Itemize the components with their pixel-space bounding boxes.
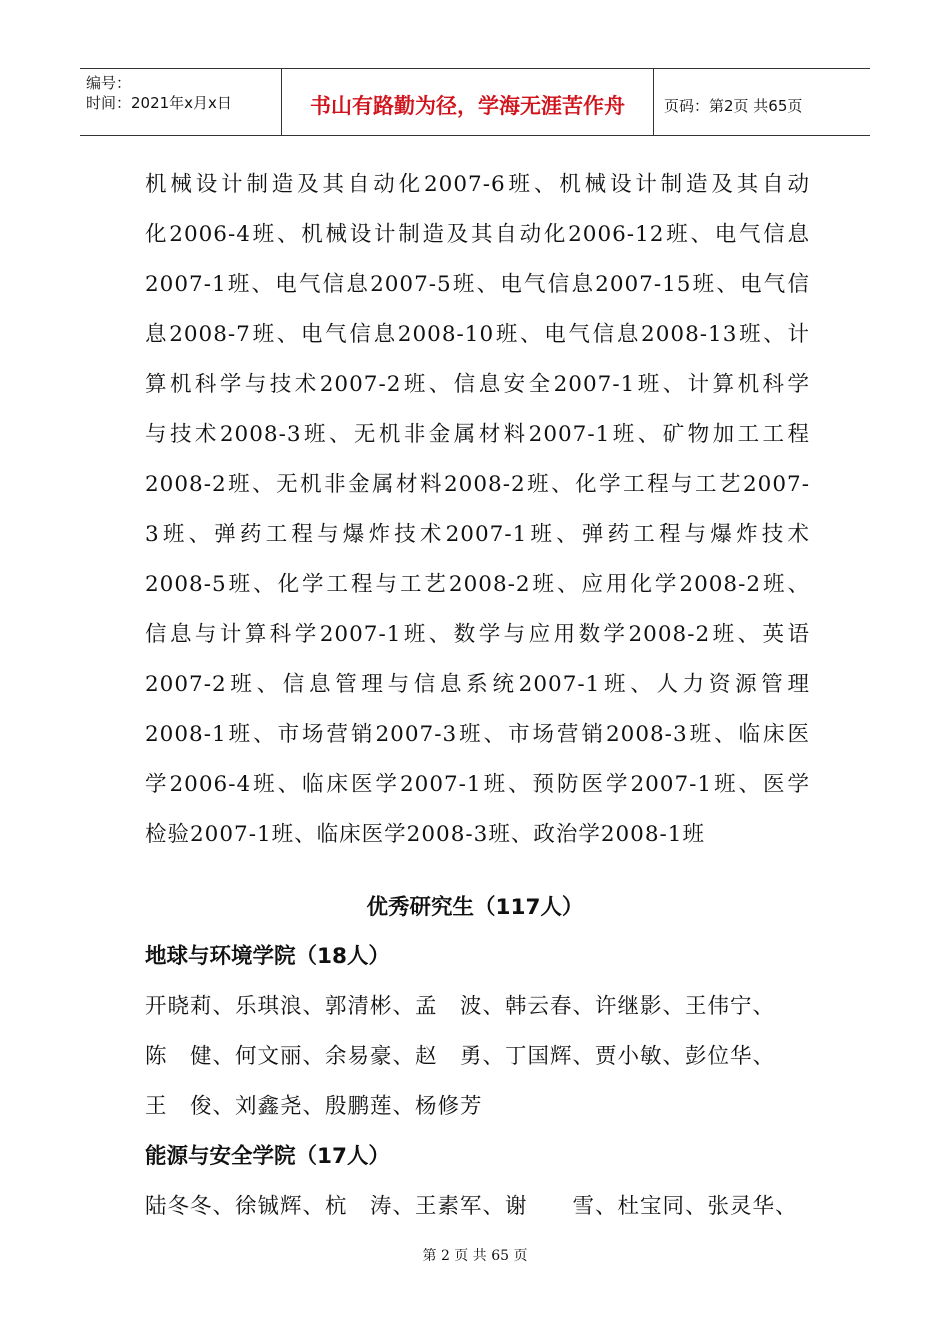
paragraph-line: 2007-1班、电气信息2007-5班、电气信息2007-15班、电气信 — [145, 272, 810, 297]
paragraph-line: 算机科学与技术2007-2班、信息安全2007-1班、计算机科学 — [145, 372, 810, 397]
header-motto: 书山有路勤为径，学海无涯苦作舟 — [282, 69, 654, 135]
header-meta — [80, 69, 282, 135]
paragraph-line: 检验2007-1班、临床医学2008-3班、政治学2008-1班 — [145, 822, 705, 847]
document-number-label: 编号： — [86, 74, 132, 92]
department-lists — [145, 932, 825, 1232]
department-heading: 地球与环境学院（18人） — [145, 944, 390, 969]
name-line: 开晓莉、乐琪浪、郭清彬、孟 波、韩云春、许继影、王伟宁、 — [145, 994, 776, 1019]
name-line: 陈 健、何文丽、余易豪、赵 勇、丁国辉、贾小敏、彭位华、 — [145, 1044, 776, 1069]
page-header — [80, 68, 870, 136]
paragraph-line: 2008-5班、化学工程与工艺2008-2班、应用化学2008-2班、 — [145, 572, 810, 597]
paragraph-line: 与技术2008-3班、无机非金属材料2007-1班、矿物加工工程 — [145, 422, 810, 447]
paragraph-line: 2008-1班、市场营销2007-3班、市场营销2008-3班、临床医 — [145, 722, 810, 747]
paragraph-line: 学2006-4班、临床医学2007-1班、预防医学2007-1班、医学 — [145, 772, 810, 797]
paragraph-line: 息2008-7班、电气信息2008-10班、电气信息2008-13班、计 — [145, 322, 810, 347]
paragraph-line: 机械设计制造及其自动化2007-6班、机械设计制造及其自动 — [145, 172, 810, 197]
paragraph-line: 2007-2班、信息管理与信息系统2007-1班、人力资源管理 — [145, 672, 810, 697]
paragraph-line: 化2006-4班、机械设计制造及其自动化2006-12班、电气信息 — [145, 222, 810, 247]
paragraph-line: 2008-2班、无机非金属材料2008-2班、化学工程与工艺2007- — [145, 472, 810, 497]
department-heading: 能源与安全学院（17人） — [145, 1144, 390, 1169]
section-title: 优秀研究生（117人） — [366, 895, 584, 920]
name-line: 陆冬冬、徐铖辉、杭 涛、王素军、谢 雪、杜宝同、张灵华、 — [145, 1194, 798, 1219]
header-page-info: 页码：第2页 共65页 — [664, 96, 803, 115]
name-line: 王 俊、刘鑫尧、殷鹏莲、杨修芳 — [145, 1094, 483, 1119]
paragraph-line: 3班、弹药工程与爆炸技术2007-1班、弹药工程与爆炸技术 — [145, 522, 810, 547]
paragraph-line: 信息与计算科学2007-1班、数学与应用数学2008-2班、英语 — [145, 622, 810, 647]
page-footer: 第 2 页 共 65 页 — [422, 1248, 528, 1264]
document-time-label: 时间：2021年x月x日 — [86, 94, 232, 112]
class-list-paragraph — [145, 160, 810, 860]
